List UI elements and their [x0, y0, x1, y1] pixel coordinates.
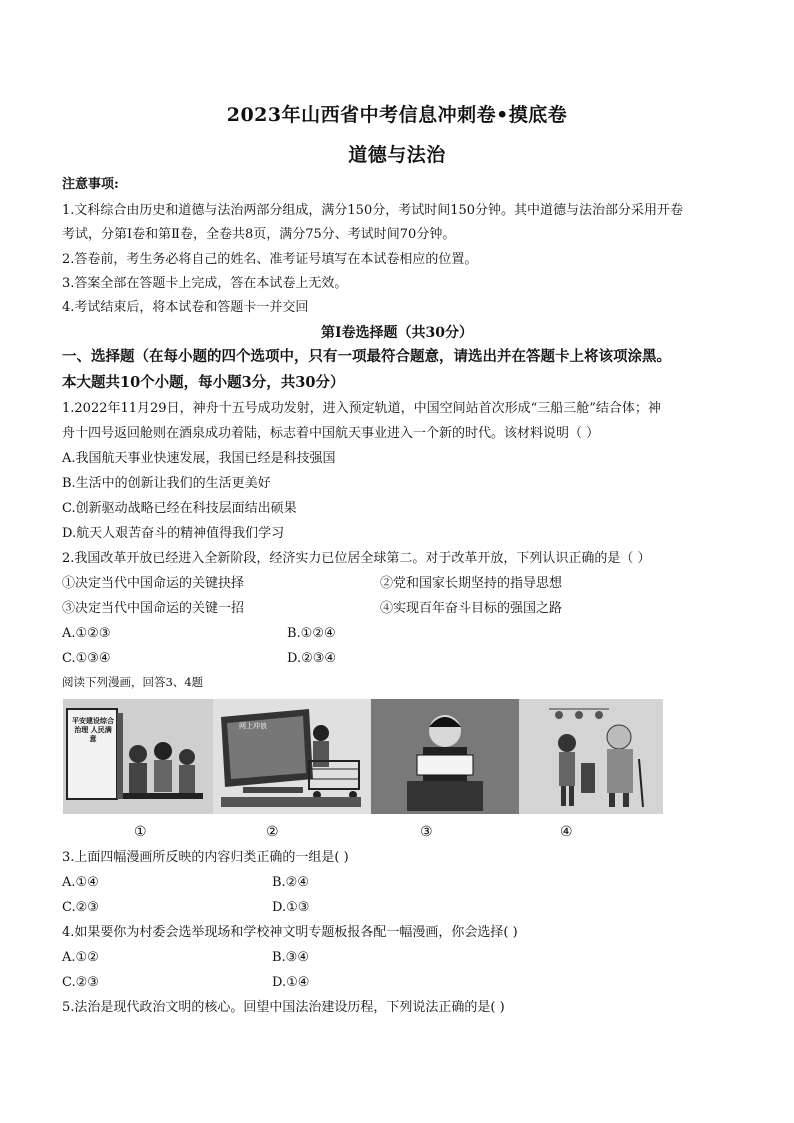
notice-item-4: 4.考试结束后，将本试卷和答题卡一并交回 — [62, 300, 309, 315]
section-instruction-1: 一、选择题（在每小题的四个选项中，只有一项最符合题意，请选出并在答题卡上将该项涂黑。 — [62, 348, 671, 365]
q2-statement-2: ②党和国家长期坚持的指导思想 — [380, 576, 563, 591]
exam-title: 2023年山西省中考信息冲刺卷•摸底卷 — [226, 104, 568, 126]
q2-statement-4: ④实现百年奋斗目标的强国之路 — [380, 601, 563, 616]
q2-option-c: C.①③④ — [62, 651, 111, 666]
q3-option-b: B.②④ — [272, 875, 309, 890]
cartoon-strip — [63, 699, 663, 814]
q4-option-b: B.③④ — [272, 950, 309, 965]
q5-stem: 5.法治是现代政治文明的核心。回望中国法治建设历程，下列说法正确的是( ) — [62, 1000, 505, 1015]
q1-option-d: D.航天人艰苦奋斗的精神值得我们学习 — [62, 526, 285, 541]
q1-option-c: C.创新驱动战略已经在科技层面结出硕果 — [62, 501, 297, 516]
q2-option-d: D.②③④ — [287, 651, 337, 666]
cartoon-label-4: ④ — [560, 824, 573, 840]
cartoon-label-3: ③ — [420, 824, 433, 840]
cartoon-panel-2 — [213, 699, 371, 814]
cartoon-label-1: ① — [134, 824, 147, 840]
q4-stem: 4.如果要你为村委会选举现场和学校神文明专题板报各配一幅漫画，你会选择( ) — [62, 925, 518, 940]
cartoon-book-text: 平安建设综合治理 人民满意 — [72, 717, 114, 743]
cartoon-screen-text: 网上冲浪 — [239, 722, 267, 730]
q2-stem: 2.我国改革开放已经进入全新阶段，经济实力已位居全球第二。对于改革开放，下列认识正确的是（ ） — [62, 551, 651, 566]
q2-option-a: A.①②③ — [62, 626, 111, 641]
q3-stem: 3.上面四幅漫画所反映的内容归类正确的一组是( ) — [62, 850, 349, 865]
q3-option-c: C.②③ — [62, 900, 99, 915]
q1-option-b: B.生活中的创新让我们的生活更美好 — [62, 476, 271, 491]
cartoon-panel-1 — [63, 699, 213, 814]
q3-option-d: D.①③ — [272, 900, 310, 915]
q4-option-a: A.①② — [62, 950, 99, 965]
cartoon-panel-3 — [371, 699, 519, 814]
q2-statement-1: ①决定当代中国命运的关键抉择 — [62, 576, 245, 591]
notice-item-1a: 1.文科综合由历史和道德与法治两部分组成，满分150分，考试时间150分钟。其中道德与法治部分采用开卷 — [62, 203, 684, 218]
q2-statement-3: ③决定当代中国命运的关键一招 — [62, 601, 245, 616]
q1-stem-1: 1.2022年11月29日，神舟十五号成功发射，进入预定轨道，中国空间站首次形成“三船三舱”结合体；神 — [62, 401, 661, 416]
cartoon-panel-4 — [519, 699, 663, 814]
q1-option-a: A.我国航天事业快速发展，我国已经是科技强国 — [62, 451, 336, 466]
subject-title: 道德与法治 — [348, 144, 446, 166]
q4-option-d: D.①④ — [272, 975, 310, 990]
section-instruction-2: 本大题共10个小题，每小题3分，共30分） — [62, 374, 345, 391]
notice-item-1b: 考试，分第Ⅰ卷和第Ⅱ卷，全卷共8页，满分75分、考试时间70分钟。 — [62, 227, 456, 242]
cartoon-label-2: ② — [266, 824, 279, 840]
cartoon-intro: 阅读下列漫画，回答3、4题 — [62, 675, 204, 689]
q2-option-b: B.①②④ — [287, 626, 336, 641]
notice-heading: 注意事项: — [62, 177, 119, 192]
q3-option-a: A.①④ — [62, 875, 99, 890]
part1-title: 第Ⅰ卷选择题（共30分） — [320, 325, 474, 341]
notice-item-2: 2.答卷前，考生务必将自己的姓名、准考证号填写在本试卷相应的位置。 — [62, 252, 478, 267]
notice-item-3: 3.答案全部在答题卡上完成，答在本试卷上无效。 — [62, 276, 348, 291]
q1-stem-2: 舟十四号返回舱则在酒泉成功着陆，标志着中国航天事业进入一个新的时代。该材料说明（ ） — [62, 426, 600, 441]
q4-option-c: C.②③ — [62, 975, 99, 990]
